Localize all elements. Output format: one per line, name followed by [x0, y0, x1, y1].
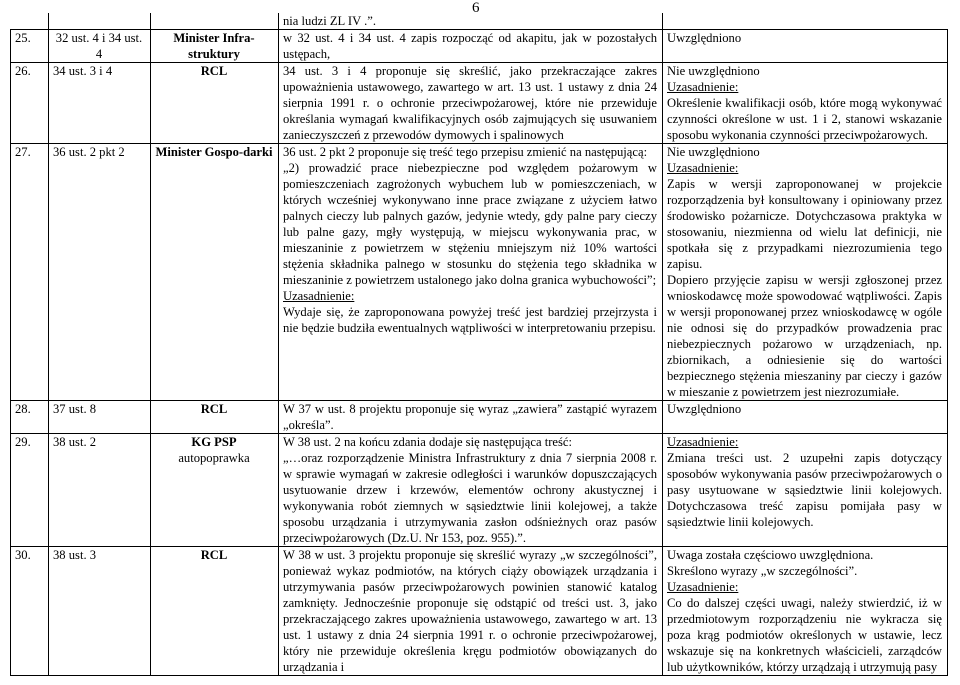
text-cell [279, 434, 663, 547]
response-cell [663, 63, 948, 144]
response-cell [663, 144, 948, 401]
response-body: Dopiero przyjęcie zapisu w wersji zgłoszonej przez wnioskodawcę może spowodować wątpliwości. Zapis w wersji proponowanej przez wnioskodawcę w ogóle nie odnosi się do przypadków prowadzenia prac niebezpiecznych pożarowo w urządzeniach, np. zbiornikach, a odniesienie się do wartości bezpiecznego stężenia mieszaniny par cieczy i gazów w mieszanie z powietrzem jest niezrozumiałe. [667, 273, 942, 399]
table-row-continuation [11, 13, 948, 30]
page-number: 6 [472, 0, 480, 16]
text-paragraph: W 38 ust. 2 na końcu zdania dodaje się następująca treść: [283, 435, 572, 449]
text-cell: nia ludzi ZL IV .”. [279, 13, 663, 30]
unit-cell: 32 ust. 4 i 34 ust. 4 [49, 30, 151, 63]
response-status: Uwaga została częściowo uwzględniona. [667, 548, 874, 562]
table-row [11, 401, 948, 434]
row-number: 30. [11, 547, 49, 676]
table-row [11, 547, 948, 676]
subject-cell [151, 434, 279, 547]
row-number: 26. [11, 63, 49, 144]
response-cell [663, 30, 948, 63]
response-status: Uwzględniono [667, 31, 742, 45]
response-heading: Uzasadnienie: [667, 161, 739, 175]
response-body: Zmiana treści ust. 2 uzupełni zapis dotyczący sposobów wykonywania pasów przeciwpożarowych o pasy usytuowane w sąsiedztwie linii kolejowych. Dotychczasowa treść zapisu pomijała pasy w sąsiedztwie linii kolejowych. [667, 451, 942, 529]
response-status: Uwzględniono [667, 402, 742, 416]
unit-cell: 38 ust. 3 [49, 547, 151, 676]
text-cell [279, 144, 663, 401]
row-number: 28. [11, 401, 49, 434]
response-body: Określenie kwalifikacji osób, które mogą wykonywać czynności określone w ust. 1 i 2, stanowi wskazanie sposobu wykonania czynności przeciwpożarowych. [667, 96, 942, 142]
text-cell: W 38 w ust. 3 projektu proponuje się skreślić wyrazy „w szczególności”, ponieważ wykaz podmiotów, na których ciąży obowiązek urządzania i utrzymywania pasów przeciwpożarowych powinien stanowić katalog zamknięty. Jednocześnie proponuje się odstąpić od treści ust. 3, jako przekraczającego zakres upoważnienia ustawowego, zawartego w art. 13 ust. 1 ustawy z dnia 24 sierpnia 1991 r. o ochronie przeciwpożarowej, który nie przewiduje określenia kręgu podmiotów obowiązanych do urządzania i [279, 547, 663, 676]
text-cell: w 32 ust. 4 i 34 ust. 4 zapis rozpocząć od akapitu, jak w pozostałych ustępach, [279, 30, 663, 63]
unit-cell: 36 ust. 2 pkt 2 [49, 144, 151, 401]
response-status: Nie uwzględniono [667, 64, 760, 78]
subject-name: KG PSP [191, 435, 237, 449]
text-quote: „2) prowadzić prace niebezpieczne pod względem pożarowym w pomieszczeniach zagrożonych wybuchem lub w pomieszczeniach, w których wcześniej wykonywano inne prace związane z użyciem łatwo palnych cieczy lub palnych gazów, jedynie wtedy, gdy palne pary cieczy lub palne gazy, mgły występują, w miejscu wykonywania prac, w mieszaninie z powietrzem w stężeniu mniejszym niż 10% wartości stężenia składnika palnego w stosunku do stężenia tego składnika w mieszaninie z powietrzem ustalonego jako dolna granica wybuchowości”; [283, 161, 657, 287]
response-body: Zapis w wersji zaproponowanej w projekcie rozporządzenia był konsultowany i opiniowany przez środowisko pożarnicze. Dotychczasowa praktyka w stosowaniu, niezmienna od wielu lat definicji, nie spotkała się z przypadkami niezrozumienia tego zapisu. [667, 177, 942, 271]
text-paragraph: Wydaje się, że zaproponowana powyżej treść jest bardziej przejrzysta i nie będzie budziła ewentualnych wątpliwości w interpretowaniu przepisu. [283, 305, 657, 335]
response-cell [663, 401, 948, 434]
row-number: 27. [11, 144, 49, 401]
response-heading: Uzasadnienie: [667, 80, 739, 94]
table-row [11, 63, 948, 144]
response-heading: Uzasadnienie: [667, 435, 739, 449]
unit-cell: 37 ust. 8 [49, 401, 151, 434]
text-heading: Uzasadnienie: [283, 289, 355, 303]
table-row [11, 434, 948, 547]
response-status: Nie uwzględniono [667, 145, 760, 159]
subject-note: autopoprawka [178, 451, 250, 465]
table-row [11, 144, 948, 401]
response-body: Co do dalszej części uwagi, należy stwierdzić, iż w przedmiotowym rozporządzeniu nie wykracza się poza krąg podmiotów określonych w ustawie, lecz wskazuje się na konkretnych właścicieli, zarządców lub użytkowników, którzy urządzają i utrzymują pasy [667, 596, 942, 674]
subject-cell: Minister Infra-struktury [151, 30, 279, 63]
comments-table [10, 13, 948, 676]
subject-cell: RCL [151, 401, 279, 434]
subject-cell: RCL [151, 547, 279, 676]
text-cell: 34 ust. 3 i 4 proponuje się skreślić, jako przekraczające zakres upoważnienia ustawowego, zawartego w art. 13 ust. 1 ustawy z dnia 24 sierpnia 1991 r. o ochronie przeciwpożarowej, które nie przewiduje określania wymagań kwalifikacyjnych osób zajmujących się usuwaniem zanieczyszczeń z przewodów dymowych i spalinowych [279, 63, 663, 144]
response-cell [663, 434, 948, 547]
row-number: 25. [11, 30, 49, 63]
table-row [11, 30, 948, 63]
response-body: Skreślono wyrazy „w szczególności”. [667, 564, 858, 578]
subject-cell: Minister Gospo-darki [151, 144, 279, 401]
text-quote: „…oraz rozporządzenie Ministra Infrastruktury z dnia 7 sierpnia 2008 r. w sprawie wymagań w zakresie odległości i warunków dopuszczających usytuowanie drzew i krzewów, elementów ochrony akustycznej i wykonywania robót ziemnych w sąsiedztwie linii kolejowej, a także sposobu urządzania i utrzymywania zasłon odśnieżnych oraz pasów przeciwpożarowych (Dz.U. Nr 153, poz. 955).”. [283, 451, 657, 545]
subject-cell: RCL [151, 63, 279, 144]
text-cell: W 37 w ust. 8 projektu proponuje się wyraz „zawiera” zastąpić wyrazem „określa”. [279, 401, 663, 434]
unit-cell: 34 ust. 3 i 4 [49, 63, 151, 144]
text-paragraph: 36 ust. 2 pkt 2 proponuje się treść tego przepisu zmienić na następującą: [283, 145, 648, 159]
unit-cell: 38 ust. 2 [49, 434, 151, 547]
response-cell [663, 547, 948, 676]
response-heading: Uzasadnienie: [667, 580, 739, 594]
row-number: 29. [11, 434, 49, 547]
